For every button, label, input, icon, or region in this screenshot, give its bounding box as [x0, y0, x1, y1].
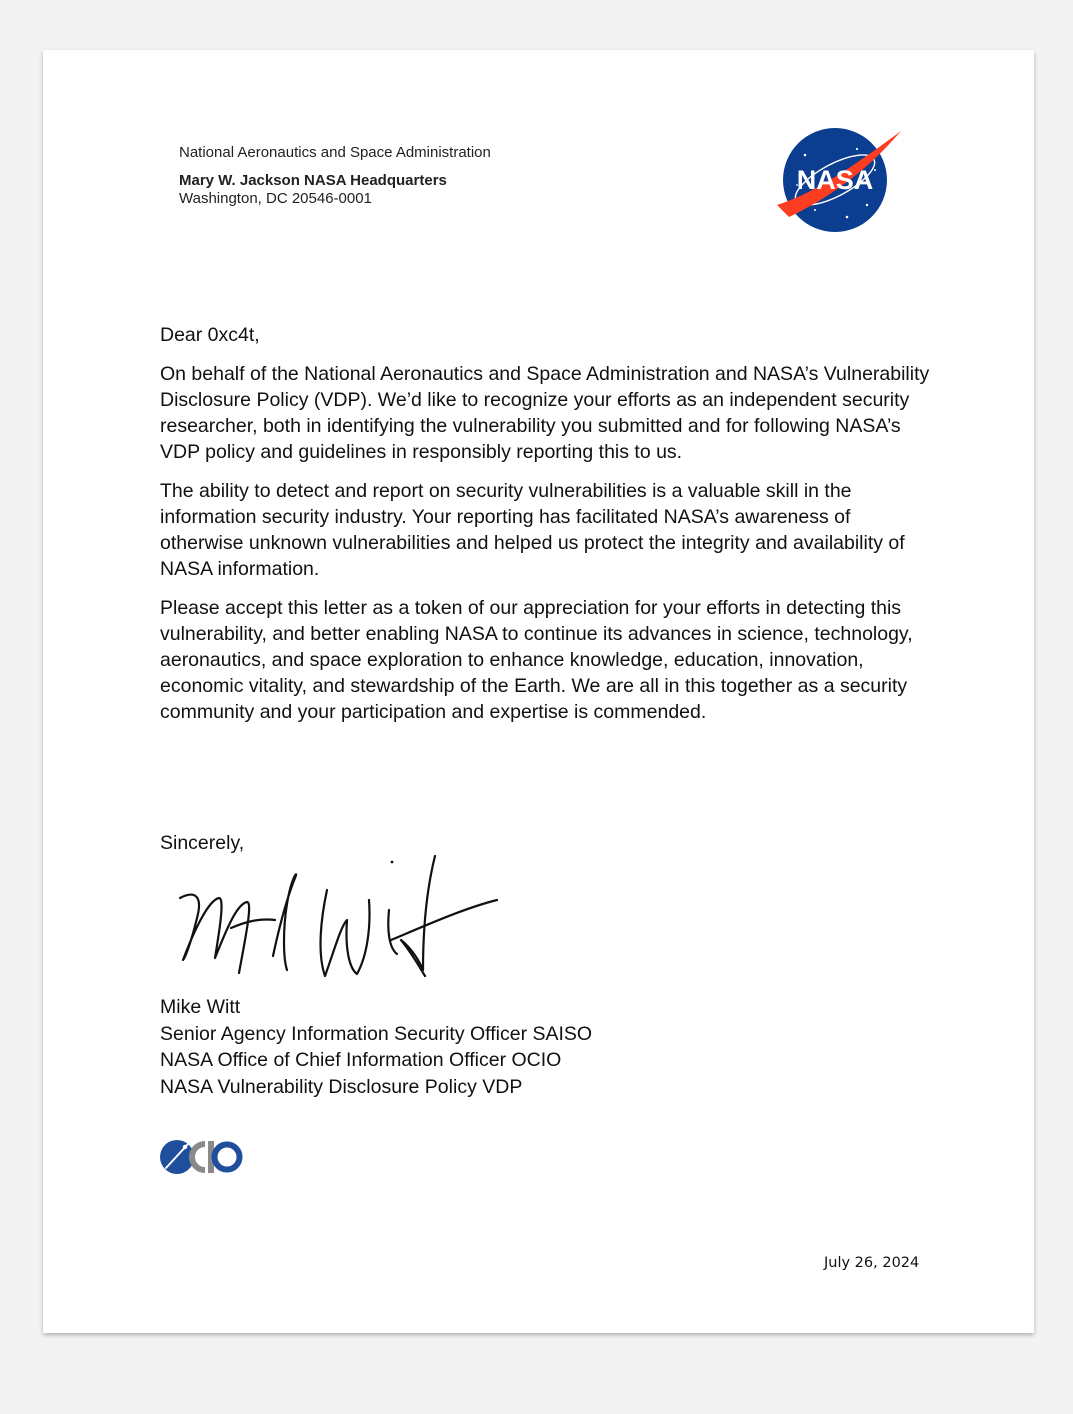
paragraph-3: Please accept this letter as a token of our appreciation for your efforts in detecting this vulnerability, and better enabling NASA to continue its advances in science, technology, aeronautics, and space exploration to enhance knowledge, education, innovation, economic vitality, and stewardship of the Earth. We are all in this together as a security community and your participation and expertise is commended.: [160, 597, 913, 723]
agency-name: National Aeronautics and Space Administration: [179, 144, 491, 161]
paragraph-1: On behalf of the National Aeronautics and Space Administration and NASA’s Vulnerability Disclosure Policy (VDP). We’d like to recognize your efforts as an independent security researcher, both in identifying the vulnerability you submitted and for following NASA’s VDP policy and guidelines in responsibly reporting this to us.: [160, 363, 930, 463]
headquarters-name: Mary W. Jackson NASA Headquarters: [179, 172, 447, 189]
signer-program: NASA Vulnerability Disclosure Policy VDP: [160, 1075, 523, 1098]
letter-date: July 26, 2024: [824, 1255, 920, 1271]
letter-body: [160, 322, 930, 738]
headquarters-address: Washington, DC 20546-0001: [179, 190, 372, 207]
greeting: Dear 0xc4t,: [160, 324, 260, 346]
letter-page: [43, 50, 1034, 1333]
signer-title: Senior Agency Information Security Officer SAISO: [160, 1022, 593, 1045]
signer-block: [160, 994, 592, 1100]
svg-text:NASA: NASA: [796, 165, 874, 195]
paragraph-2: The ability to detect and report on security vulnerabilities is a valuable skill in the information security industry. Your reporting has facilitated NASA’s awareness of otherwise unknown vulnerabilities and helped us protect the integrity and availability of NASA information.: [160, 480, 905, 580]
closing: Sincerely,: [160, 832, 245, 854]
handwritten-signature: [175, 848, 505, 988]
ocio-logo-icon: [158, 1138, 244, 1176]
nasa-meatball-icon: [775, 125, 905, 235]
signer-office: NASA Office of Chief Information Officer OCIO: [160, 1049, 562, 1071]
letterhead: [179, 144, 491, 208]
signer-name: Mike Witt: [160, 996, 241, 1018]
